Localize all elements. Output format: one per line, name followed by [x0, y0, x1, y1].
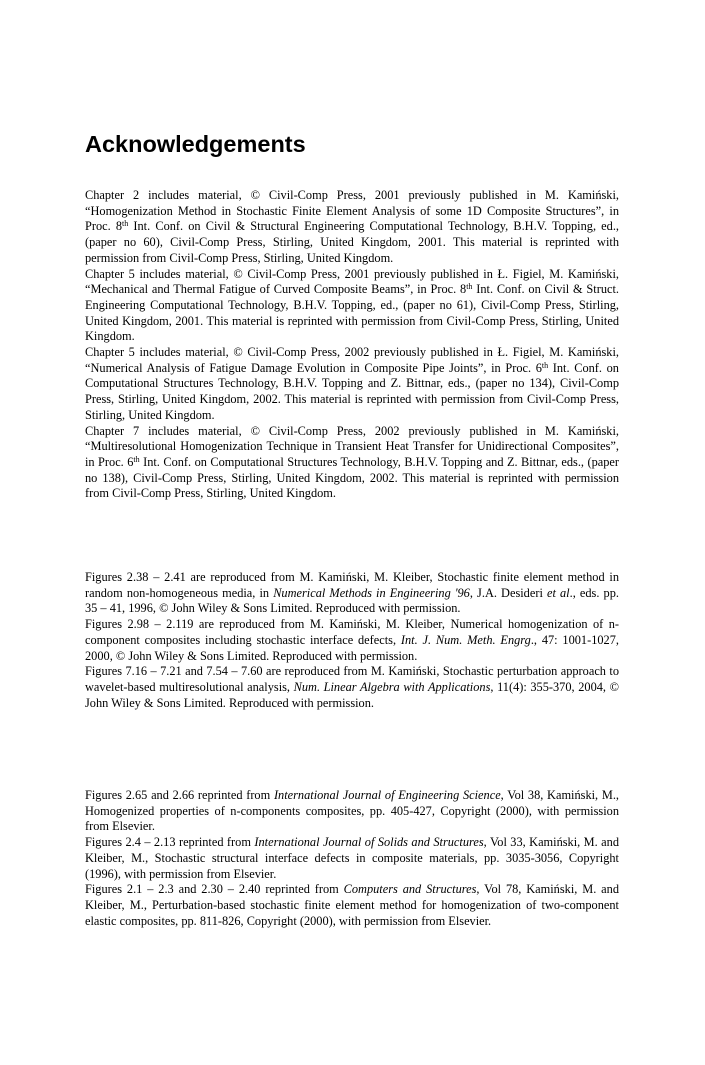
acknowledgement-paragraph: Figures 2.1 – 2.3 and 2.30 – 2.40 reprinted from Computers and Structures, Vol 78, Kamiński, M. and Kleiber, M., Perturbation-based stochastic finite element method for homogenization of two-component elastic composites, pp. 811-826, Copyright (2000), with permission from Elsevier. [85, 882, 619, 928]
acknowledgement-paragraph: Figures 2.38 – 2.41 are reproduced from M. Kamiński, M. Kleiber, Stochastic finite element method in random non-homogeneous media, in Numerical Methods in Engineering '96, J.A. Desideri et al., eds. pp. 35 – 41, 1996, © John Wiley & Sons Limited. Reproduced with permission. [85, 570, 619, 616]
acknowledgements-civil-comp-section [85, 188, 619, 502]
ordinal-superscript: th [466, 282, 473, 292]
italic-citation-title: International Journal of Engineering Science [273, 788, 501, 802]
italic-citation-title: International Journal of Solids and Structures [254, 835, 484, 850]
acknowledgement-paragraph: Chapter 7 includes material, © Civil-Comp Press, 2002 previously published in M. Kamiński, “Multiresolutional Homogenization Technique in Transient Heat Transfer for Unidirectional Composites”, in Proc. 6th Int. Conf. on Computational Structures Technology, B.H.V. Topping and Z. Bittnar, eds., (paper no 138), Civil-Comp Press, Stirling, United Kingdom, 2002. This material is reprinted with permission from Civil-Comp Press, Stirling, United Kingdom. [85, 423, 619, 501]
italic-citation-title: Int. J. Num. Meth. Engrg [400, 632, 531, 647]
acknowledgement-paragraph: Chapter 2 includes material, © Civil-Comp Press, 2001 previously published in M. Kamiński, “Homogenization Method in Stochastic Finite Element Analysis of some 1D Composite Structures”, in Proc. 8th Int. Conf. on Civil & Structural Engineering Computational Technology, B.H.V. Topping, ed., (paper no 60), Civil-Comp Press, Stirling, United Kingdom, 2001. This material is reprinted with permission from Civil-Comp Press, Stirling, United Kingdom. [85, 188, 619, 265]
italic-citation-title: Computers and Structures [343, 882, 477, 897]
acknowledgement-paragraph: Figures 7.16 – 7.21 and 7.54 – 7.60 are reproduced from M. Kamiński, Stochastic perturbation approach to wavelet-based multiresolutional analysis, Num. Linear Algebra with Applications, 11(4): 355-370, 2004, © John Wiley & Sons Limited. Reproduced with permission. [85, 664, 619, 710]
acknowledgements-wiley-section [85, 570, 619, 711]
acknowledgement-paragraph: Chapter 5 includes material, © Civil-Comp Press, 2002 previously published in Ł. Figiel, M. Kamiński, “Numerical Analysis of Fatigue Damage Evolution in Composite Pipe Joints”, in Proc. 6th Int. Conf. on Computational Structures Technology, B.H.V. Topping and Z. Bittnar, eds., (paper no 134), Civil-Comp Press, Stirling, United Kingdom, 2002. This material is reprinted with permission from Civil-Comp Press, Stirling, United Kingdom. [85, 345, 619, 422]
italic-citation-title: Numerical Methods in Engineering '96 [273, 585, 470, 600]
italic-citation-title: et al [546, 585, 570, 600]
acknowledgement-paragraph: Figures 2.65 and 2.66 reprinted from International Journal of Engineering Science, Vol 38, Kamiński, M., Homogenized properties of n-components composites, pp. 405-427, Copyright (2000), with permission from Elsevier. [85, 788, 620, 834]
acknowledgement-paragraph: Figures 2.98 – 2.119 are reproduced from M. Kamiński, M. Kleiber, Numerical homogenization of n-component composites including stochastic interface defects, Int. J. Num. Meth. Engrg., 47: 1001-1027, 2000, © John Wiley & Sons Limited. Reproduced with permission. [85, 617, 619, 663]
page-title: Acknowledgements [85, 131, 306, 157]
italic-citation-title: Num. Linear Algebra with Applications [293, 679, 491, 694]
acknowledgement-paragraph: Chapter 5 includes material, © Civil-Comp Press, 2001 previously published in Ł. Figiel, M. Kamiński, “Mechanical and Thermal Fatigue of Curved Composite Beams”, in Proc. 8th Int. Conf. on Civil & Struct. Engineering Computational Technology, B.H.V. Topping, ed., (paper no 61), Civil-Comp Press, Stirling, United Kingdom, 2001. This material is reprinted with permission from Civil-Comp Press, Stirling, United Kingdom. [85, 266, 619, 344]
ordinal-superscript: th [122, 219, 129, 229]
ordinal-superscript: th [133, 454, 140, 464]
acknowledgements-elsevier-section [85, 788, 619, 929]
ordinal-superscript: th [541, 360, 549, 370]
acknowledgement-paragraph: Figures 2.4 – 2.13 reprinted from International Journal of Solids and Structures, Vol 33, Kamiński, M. and Kleiber, M., Stochastic structural interface defects in composite materials, pp. 3035-3056, Copyright (1996), with permission from Elsevier. [85, 835, 619, 881]
